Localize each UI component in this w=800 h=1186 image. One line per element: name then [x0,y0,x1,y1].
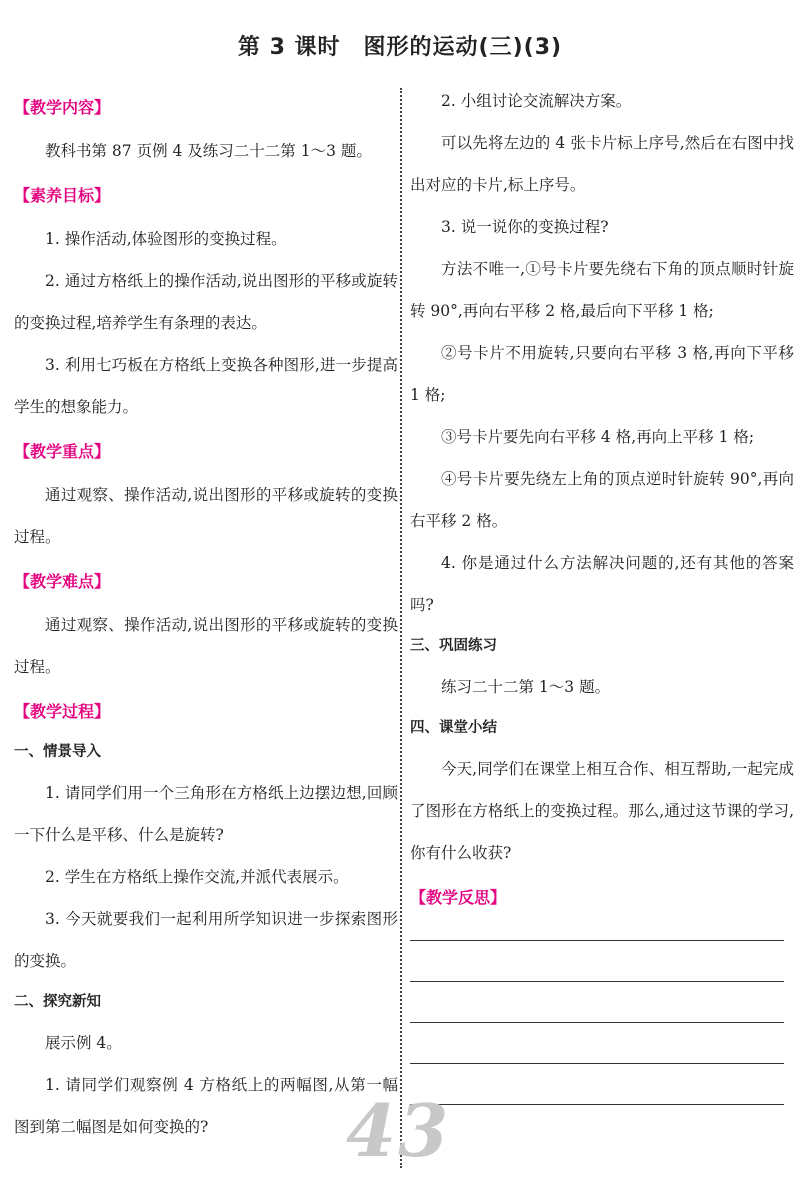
card-2-method: ②号卡片不用旋转,只要向右平移 3 格,再向下平移 1 格; [410,344,794,404]
intro-step-1: 1. 请同学们用一个三角形在方格纸上边摆边想,回顾一下什么是平移、什么是旋转? [14,784,398,844]
heading-difficulty: 【教学难点】 [14,572,111,591]
summary-text: 今天,同学们在课堂上相互合作、相互帮助,一起完成了图形在方格纸上的变换过程。那么,通过这节课的学习,你有什么收获? [410,760,794,862]
goal-2: 2. 通过方格纸上的操作活动,说出图形的平移或旋转的变换过程,培养学生有条理的表达。 [14,272,398,332]
heading-key-point: 【教学重点】 [14,442,111,461]
writing-line [410,940,784,941]
heading-process: 【教学过程】 [14,702,111,721]
teaching-content-text: 教科书第 87 页例 4 及练习二十二第 1～3 题。 [45,142,372,160]
goal-3: 3. 利用七巧板在方格纸上变换各种图形,进一步提高学生的想象能力。 [14,356,398,416]
section-explore: 二、探究新知 [14,994,101,1010]
page-number: 43 [346,1088,451,1173]
explore-step-1: 1. 请同学们观察例 4 方格纸上的两幅图,从第一幅图到第二幅图是如何变换的? [14,1076,398,1136]
goal-1: 1. 操作活动,体验图形的变换过程。 [45,230,287,248]
writing-line [410,1063,784,1064]
right-column [410,80,794,920]
explore-step-2: 2. 小组讨论交流解决方案。 [441,92,632,110]
writing-line [410,1104,784,1105]
column-divider [400,88,402,1168]
heading-reflection: 【教学反思】 [410,888,507,907]
card-4-method: ④号卡片要先绕左上角的顶点逆时针旋转 90°,再向右平移 2 格。 [410,470,794,530]
page-title: 第 3 课时 图形的运动(三)(3) [237,35,563,60]
heading-teaching-content: 【教学内容】 [14,98,111,117]
writing-line [410,1022,784,1023]
heading-goals: 【素养目标】 [14,186,111,205]
left-column [14,84,398,1148]
intro-step-2: 2. 学生在方格纸上操作交流,并派代表展示。 [45,868,349,886]
section-intro: 一、情景导入 [14,744,101,760]
difficulty-text: 通过观察、操作活动,说出图形的平移或旋转的变换过程。 [14,616,398,676]
explore-step-3: 3. 说一说你的变换过程? [441,218,609,236]
practice-text: 练习二十二第 1～3 题。 [441,678,611,696]
explore-show: 展示例 4。 [45,1034,122,1052]
key-point-text: 通过观察、操作活动,说出图形的平移或旋转的变换过程。 [14,486,398,546]
writing-line [410,981,784,982]
card-1-method: 方法不唯一,①号卡片要先绕右下角的顶点顺时针旋转 90°,再向右平移 2 格,最后向下平移 1 格; [410,260,794,320]
card-3-method: ③号卡片要先向右平移 4 格,再向上平移 1 格; [441,428,755,446]
section-practice: 三、巩固练习 [410,638,497,654]
explore-step-4: 4. 你是通过什么方法解决问题的,还有其他的答案吗? [410,554,794,614]
reflection-lines [410,940,784,1145]
explore-step-2-detail: 可以先将左边的 4 张卡片标上序号,然后在右图中找出对应的卡片,标上序号。 [410,134,794,194]
section-summary: 四、课堂小结 [410,720,497,736]
intro-step-3: 3. 今天就要我们一起利用所学知识进一步探索图形的变换。 [14,910,398,970]
